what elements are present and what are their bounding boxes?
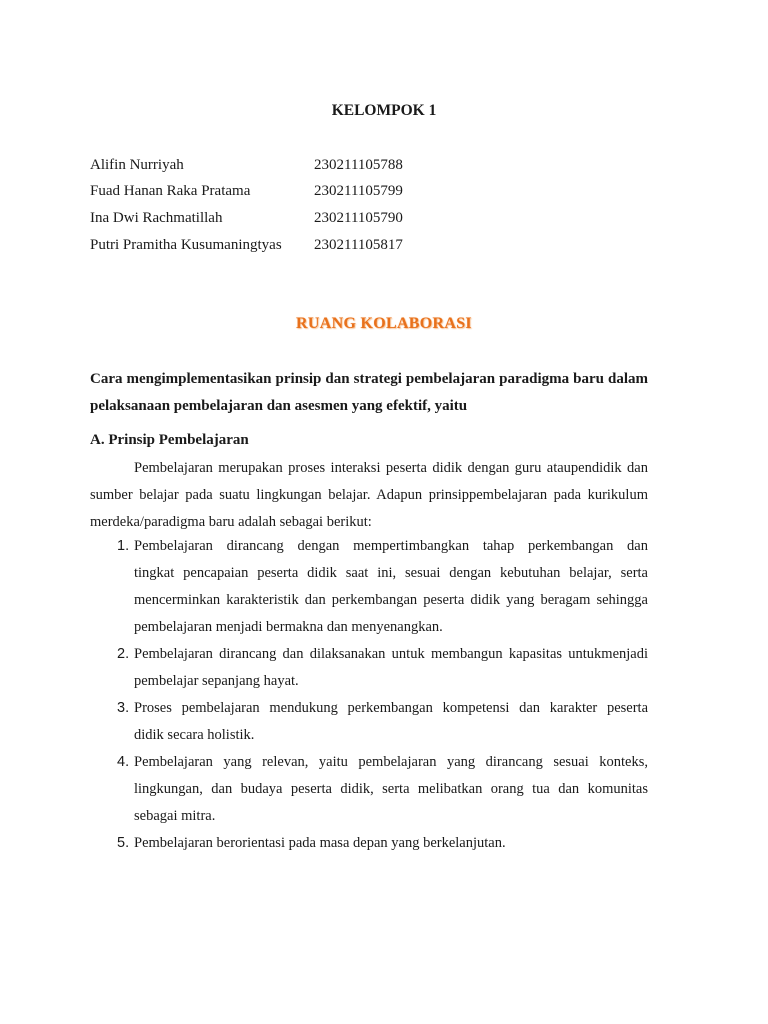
list-item [90,533,648,641]
list-number: 4. [117,754,130,770]
list-item-line: Pembelajaran yang relevan, yaitu pembelajaran yang dirancang sesuai konteks, [134,754,648,770]
list-number: 5. [117,835,130,851]
list-item-line: Proses pembelajaran mendukung perkembangan kompetensi dan karakter peserta [134,700,648,716]
question-line: Cara mengimplementasikan prinsip dan strategi pembelajaran paradigma baru dalam [90,371,648,387]
list-item [90,830,648,857]
list-item-line: mencerminkan karakteristik dan perkembangan peserta didik yang beragam sehingga [134,592,648,608]
list-item-line: pembelajar sepanjang hayat. [134,673,299,689]
member-row [90,207,490,229]
member-name: Ina Dwi Rachmatillah [90,210,223,226]
list-item-line: lingkungan, dan budaya peserta didik, serta melibatkan orang tua dan komunitas [134,781,648,797]
list-item-line: Pembelajaran dirancang dan dilaksanakan untuk membangun kapasitas untukmenjadi [134,646,648,662]
list-item-line: Pembelajaran dirancang dengan mempertimbangkan tahap perkembangan dan [134,538,648,554]
member-row [90,154,490,176]
list-item-line: Pembelajaran berorientasi pada masa depan yang berkelanjutan. [134,835,506,851]
list-number: 2. [117,646,130,662]
group-title: KELOMPOK 1 [331,102,437,119]
question-paragraph [90,366,648,420]
list-item [90,749,648,830]
member-id: 230211105788 [314,157,403,173]
intro-paragraph [90,455,648,536]
list-number: 3. [117,700,130,716]
list-number: 1. [117,538,130,554]
list-item [90,695,648,749]
intro-line: merdeka/paradigma baru adalah sebagai berikut: [90,514,372,530]
member-name: Alifin Nurriyah [90,157,184,173]
list-item-line: sebagai mitra. [134,808,216,824]
collab-title: RUANG KOLABORASI [296,315,472,332]
list-item [90,641,648,695]
list-item-line: didik secara holistik. [134,727,255,743]
member-row [90,234,490,256]
intro-line: sumber belajar pada suatu lingkungan belajar. Adapun prinsippembelajaran pada kurikulum [90,487,648,503]
list-item-line: tingkat pencapaian peserta didik saat ini, sesuai dengan kebutuhan belajar, serta [134,565,648,581]
member-name: Fuad Hanan Raka Pratama [90,183,251,199]
list-item-line: pembelajaran menjadi bermakna dan menyenangkan. [134,619,443,635]
member-row [90,180,490,202]
section-heading: A. Prinsip Pembelajaran [90,432,249,448]
principles-list [90,533,648,857]
member-name: Putri Pramitha Kusumaningtyas [90,237,282,253]
question-line: pelaksanaan pembelajaran dan asesmen yang efektif, yaitu [90,398,468,414]
member-id: 230211105790 [314,210,403,226]
member-id: 230211105817 [314,237,403,253]
intro-line: Pembelajaran merupakan proses interaksi peserta didik dengan guru ataupendidik dan [134,460,648,476]
member-id: 230211105799 [314,183,403,199]
